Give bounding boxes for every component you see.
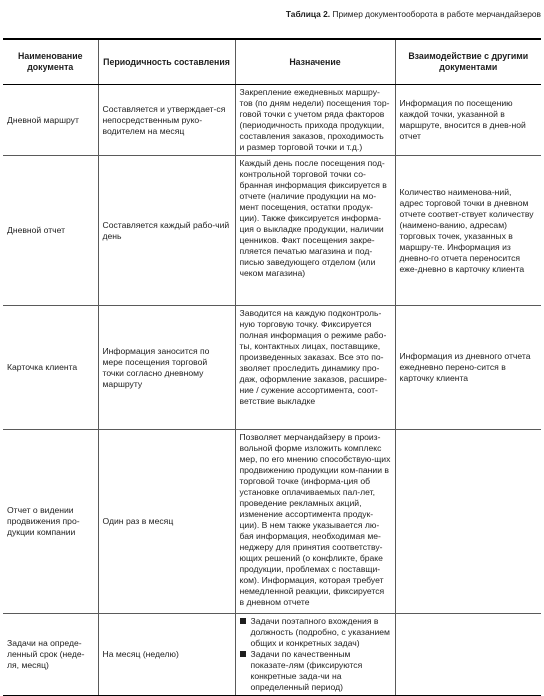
cell-interaction: Информация по посещению каждой точки, указанной в маршруте, вносится в днев-ной отчет <box>395 85 541 156</box>
task-bullet <box>240 616 391 649</box>
task-bullet <box>240 649 391 693</box>
header-purpose: Назначение <box>235 39 395 85</box>
header-interaction: Взаимодействие с другими документами <box>395 39 541 85</box>
cell-document-name: Дневной маршрут <box>3 85 98 156</box>
cell-document-name: Задачи на опреде-ленный срок (неде-ля, месяц) <box>3 614 98 696</box>
task-text: Задачи по качественным показате-лям (фиксируются конкретные зада-чи на определенный период) <box>250 649 363 692</box>
cell-purpose <box>235 614 395 696</box>
table-row <box>3 306 541 430</box>
table-caption-label: Таблица 2. <box>285 9 331 19</box>
cell-purpose: Позволяет мерчандайзеру в произ-вольной форме изложить комплекс мер, по его мнению способствую-щих продвижению продукции ком-пании в торговой точке (информа-ция об установке оплачиваемых пал-лет, проведение рекламных акций, изменение ассортимента продук-ции). В нем также указывается лю-бая информация, необходимая ме-неджеру для принятия соответству-ющих решений (о конфликте, браке продукции, проблемах с поставщи-ком). Информация, которая требует немедленной реакции, фиксируется в дневном отчете <box>235 430 395 614</box>
cell-document-name: Дневной отчет <box>3 156 98 306</box>
cell-interaction <box>395 614 541 696</box>
table-row <box>3 614 541 696</box>
cell-interaction: Информация из дневного отчета ежедневно перено-сится в карточку клиента <box>395 306 541 430</box>
cell-purpose: Каждый день после посещения под-контрольной торговой точки со-бранная информация фиксируется в отчете (наличие продукции на мо-мент посещения, остатки продук-ции). Также фиксируется информа-ция о выкладке продукции, наличии ценников. Факт посещения закре-пляется печатью магазина и под-писью заведующего отделом (или чеком магазина) <box>235 156 395 306</box>
cell-document-name: Отчет о видении продвижения про-дукции компании <box>3 430 98 614</box>
square-bullet-icon <box>240 651 246 657</box>
square-bullet-icon <box>240 618 246 624</box>
cell-interaction: Количество наименова-ний, адрес торговой точки в дневном отчете соответ-ствует количеству (наимено-ванию, адресам) торговых точек, указанных в маршру-те. Информация из дневно-го отчета переносится еже-дневно в карточку клиента <box>395 156 541 306</box>
cell-periodicity: Составляется каждый рабо-чий день <box>98 156 235 306</box>
header-document-name: Наименование документа <box>3 39 98 85</box>
table-row <box>3 156 541 306</box>
cell-document-name: Карточка клиента <box>3 306 98 430</box>
cell-interaction <box>395 430 541 614</box>
cell-purpose: Заводится на каждую подконтроль-ную торговую точку. Фиксируется полная информация о режиме рабо-ты, контактных лицах, поставщике, произведенных заказах. Все это по-зволяет проследить динамику про-даж, оформление заказов, расшире-ние / сужение ассортимента, соот-ветствие выкладке <box>235 306 395 430</box>
cell-periodicity: Составляется и утверждает-ся непосредственным руко-водителем на месяц <box>98 85 235 156</box>
table-caption <box>286 9 541 19</box>
table-header-row <box>3 39 541 85</box>
task-text: Задачи поэтапного вхождения в должность (подробно, с указанием общих и конкретных задач) <box>250 616 390 648</box>
table-row <box>3 430 541 614</box>
table-row <box>3 85 541 156</box>
header-periodicity: Периодичность составления <box>98 39 235 85</box>
table-caption-text: Пример документооборота в работе мерчандайзеров <box>332 9 541 19</box>
cell-purpose: Закрепление ежедневных маршру-тов (по дням недели) посещения тор-говой точки с учетом ряда факторов (периодичность прихода продукции, составления заказов, проходимость и размер торговой точки и т.д.) <box>235 85 395 156</box>
cell-periodicity: Информация заносится по мере посещения торговой точки согласно дневному маршруту <box>98 306 235 430</box>
document-flow-table <box>3 38 541 696</box>
cell-periodicity: Один раз в месяц <box>98 430 235 614</box>
cell-periodicity: На месяц (неделю) <box>98 614 235 696</box>
